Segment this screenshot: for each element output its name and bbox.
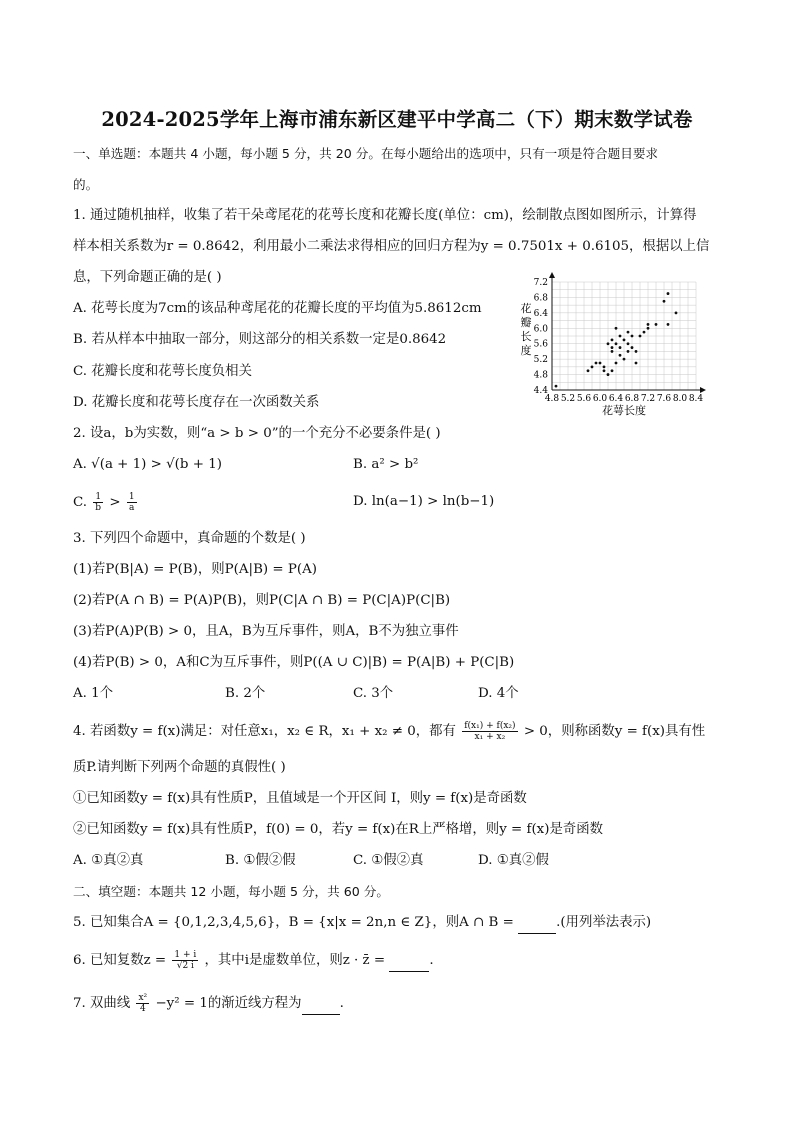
q4-item-1: ①已知函数y = f(x)具有性质P，且值域是一个开区间 I，则y = f(x)是奇函数 (73, 791, 527, 806)
scatter-point (631, 346, 634, 349)
q5-tail: .(用列举法表示) (556, 915, 652, 930)
q3-item-3: (3)若P(A)P(B) > 0，且A，B为互斥事件，则A，B不为独立事件 (73, 624, 459, 639)
scatter-point (639, 335, 642, 338)
x-axis-label: 花萼长度 (602, 404, 646, 417)
section-heading-fill-blank: 二、填空题：本题共 12 小题，每小题 5 分，共 60 分。 (73, 884, 389, 899)
q6-fraction (172, 950, 198, 971)
q7-tail: . (339, 996, 344, 1011)
q4-stem-line2: 质P.请判断下列两个命题的真假性( ) (73, 760, 286, 775)
scatter-point (611, 369, 614, 372)
scatter-point (619, 335, 622, 338)
x-tick-label: 5.2 (560, 394, 576, 404)
q7-answer-blank (302, 994, 340, 1015)
q1-option-b: B. 若从样本中抽取一部分，则这部分的相关系数一定是0.8642 (73, 332, 447, 347)
scatter-point (607, 342, 610, 345)
scatter-point (663, 300, 666, 303)
scatter-point (635, 350, 638, 353)
q2-option-c (73, 492, 139, 513)
q5 (73, 913, 651, 934)
frac-numerator: 1 + i (174, 950, 197, 960)
q7-fraction (136, 993, 149, 1014)
q3-option-a: A. 1个 (73, 686, 114, 701)
frac-denominator: b (95, 503, 102, 513)
q4-fraction (462, 721, 517, 742)
q3-stem: 3. 下列四个命题中，真命题的个数是( ) (73, 531, 306, 546)
q1-option-c: C. 花瓣长度和花萼长度负相关 (73, 364, 252, 379)
q1-stem-line1: 1. 通过随机抽样，收集了若干朵鸢尾花的花萼长度和花瓣长度(单位：cm)，绘制散点图如图所示，计算得 (73, 208, 697, 223)
x-tick-label: 8.4 (688, 394, 704, 404)
x-tick-label: 8.0 (672, 394, 688, 404)
scatter-chart (510, 270, 720, 430)
q6-part1: 6. 已知复数z = (73, 953, 171, 968)
q2-option-b: B. a² > b² (353, 457, 419, 472)
q2-option-c-frac2 (127, 492, 137, 513)
q4-stem-line1 (73, 721, 705, 742)
q1-option-d: D. 花瓣长度和花萼长度存在一次函数关系 (73, 395, 320, 410)
y-tick-label: 5.2 (533, 355, 548, 366)
scatter-point (595, 362, 598, 365)
scatter-point (627, 342, 630, 345)
scatter-point (611, 346, 614, 349)
y-axis-label-char: 瓣 (520, 316, 532, 329)
scatter-point (615, 327, 618, 330)
frac-denominator: a (129, 503, 135, 513)
scatter-point (667, 292, 670, 295)
scatter-point (655, 323, 658, 326)
q6 (73, 950, 434, 972)
scatter-point (607, 373, 610, 376)
x-tick-label: 7.6 (656, 394, 672, 404)
x-tick-label: 7.2 (640, 394, 656, 404)
q6-part2: ，其中i是虚数单位，则z · z̄ = (204, 953, 390, 968)
frac-denominator: √2 i (176, 961, 194, 971)
scatter-point (627, 331, 630, 334)
scatter-point (635, 362, 638, 365)
scatter-point (631, 335, 634, 338)
q3-item-2: (2)若P(A ∩ B) = P(A)P(B)，则P(C|A ∩ B) = P(C|A)P(C|B) (73, 593, 451, 608)
q5-text: 5. 已知集合A = {0,1,2,3,4,5,6}，B = {x|x = 2n,n ∈ Z}，则A ∩ B = (73, 915, 519, 930)
q4-option-c: C. ①假②真 (353, 853, 424, 868)
q6-answer-blank (389, 951, 429, 972)
q4-stem-part2: > 0，则称函数y = f(x)具有性 (523, 724, 706, 739)
y-tick-label: 4.8 (533, 370, 548, 381)
q3-item-1: (1)若P(B|A) = P(B)，则P(A|B) = P(A) (73, 562, 317, 577)
scatter-point (647, 327, 650, 330)
q5-answer-blank (518, 913, 556, 934)
scatter-point (667, 323, 670, 326)
scatter-point (615, 362, 618, 365)
q7-part2: −y² = 1的渐近线方程为 (155, 996, 302, 1011)
y-tick-label: 7.2 (533, 278, 548, 288)
scatter-point (647, 323, 650, 326)
frac-numerator: 1 (128, 492, 135, 502)
section-heading-continuation: 的。 (73, 177, 99, 192)
q4-stem-part1: 4. 若函数y = f(x)满足：对任意x₁，x₂ ∈ R，x₁ + x₂ ≠ 0，都有 (73, 724, 456, 739)
q1-option-a: A. 花萼长度为7cm的该品种鸢尾花的花瓣长度的平均值为5.8612cm (73, 301, 482, 316)
y-axis-arrow-icon (549, 272, 555, 278)
q2-option-d: D. ln(a−1) > ln(b−1) (353, 494, 495, 509)
y-axis-label-char: 长 (520, 330, 532, 343)
frac-denominator: 4 (139, 1004, 146, 1014)
frac-numerator: 1 (93, 492, 103, 503)
q4-option-d: D. ①真②假 (478, 853, 549, 868)
q7-part1: 7. 双曲线 (73, 996, 131, 1011)
q2-option-c-label: C. (73, 495, 88, 510)
q3-option-d: D. 4个 (478, 686, 519, 701)
scatter-point (611, 350, 614, 353)
x-tick-label: 5.6 (576, 394, 592, 404)
scatter-point (619, 346, 622, 349)
q2-option-c-frac1 (93, 492, 103, 513)
q1-stem-line3: 息，下列命题正确的是( ) (73, 270, 222, 285)
y-tick-label: 6.8 (533, 293, 548, 304)
x-tick-label: 4.8 (544, 394, 560, 404)
scatter-point (675, 311, 678, 314)
q3-option-b: B. 2个 (225, 686, 266, 701)
section-heading-single-choice: 一、单选题：本题共 4 小题，每小题 5 分，共 20 分。在每小题给出的选项中，只有一项是符合题目要求 (73, 146, 659, 161)
scatter-point (587, 369, 590, 372)
q2-option-a: A. √(a + 1) > √(b + 1) (73, 457, 222, 472)
q4-item-2: ②已知函数y = f(x)具有性质P，f(0) = 0，若y = f(x)在R上严格增，则y = f(x)是奇函数 (73, 822, 604, 837)
q4-option-b: B. ①假②假 (225, 853, 296, 868)
q7 (73, 993, 344, 1015)
x-axis-arrow-icon (700, 387, 706, 393)
scatter-point (603, 365, 606, 368)
y-axis-label-char: 度 (520, 344, 532, 357)
scatter-point (555, 385, 558, 388)
q2-stem: 2. 设a，b为实数，则“a > b > 0”的一个充分不必要条件是( ) (73, 426, 441, 441)
y-tick-label: 6.0 (533, 324, 548, 335)
scatter-point (619, 354, 622, 357)
frac-denominator: x₁ + x₂ (474, 732, 506, 742)
scatter-point (603, 369, 606, 372)
y-tick-label: 4.4 (533, 386, 548, 396)
scatter-point (623, 358, 626, 361)
q3-option-c: C. 3个 (353, 686, 394, 701)
q2-option-c-gt: > (109, 495, 121, 510)
scatter-point (599, 362, 602, 365)
frac-numerator: f(x₁) + f(x₂) (464, 721, 516, 731)
scatter-point (615, 342, 618, 345)
scatter-point (623, 338, 626, 341)
scatter-point (643, 331, 646, 334)
scatter-point (591, 365, 594, 368)
frac-numerator: x² (138, 993, 148, 1003)
q1-stem-line2: 样本相关系数为r = 0.8642，利用最小二乘法求得相应的回归方程为y = 0.7501x + 0.6105，根据以上信 (73, 239, 710, 254)
x-tick-label: 6.0 (592, 394, 608, 404)
q4-option-a: A. ①真②真 (73, 853, 144, 868)
y-tick-label: 6.4 (533, 308, 548, 319)
page-title: 2024-2025学年上海市浦东新区建平中学高二（下）期末数学试卷 (101, 108, 693, 131)
x-tick-label: 6.4 (608, 394, 624, 404)
y-tick-label: 5.6 (533, 339, 548, 350)
scatter-point (627, 350, 630, 353)
scatter-point (611, 338, 614, 341)
x-tick-label: 6.8 (624, 394, 640, 404)
q3-item-4: (4)若P(B) > 0，A和C为互斥事件，则P((A ∪ C)|B) = P(A|B) + P(C|B) (73, 655, 515, 670)
y-axis-label-char: 花 (520, 302, 532, 315)
q6-tail: . (429, 953, 434, 968)
